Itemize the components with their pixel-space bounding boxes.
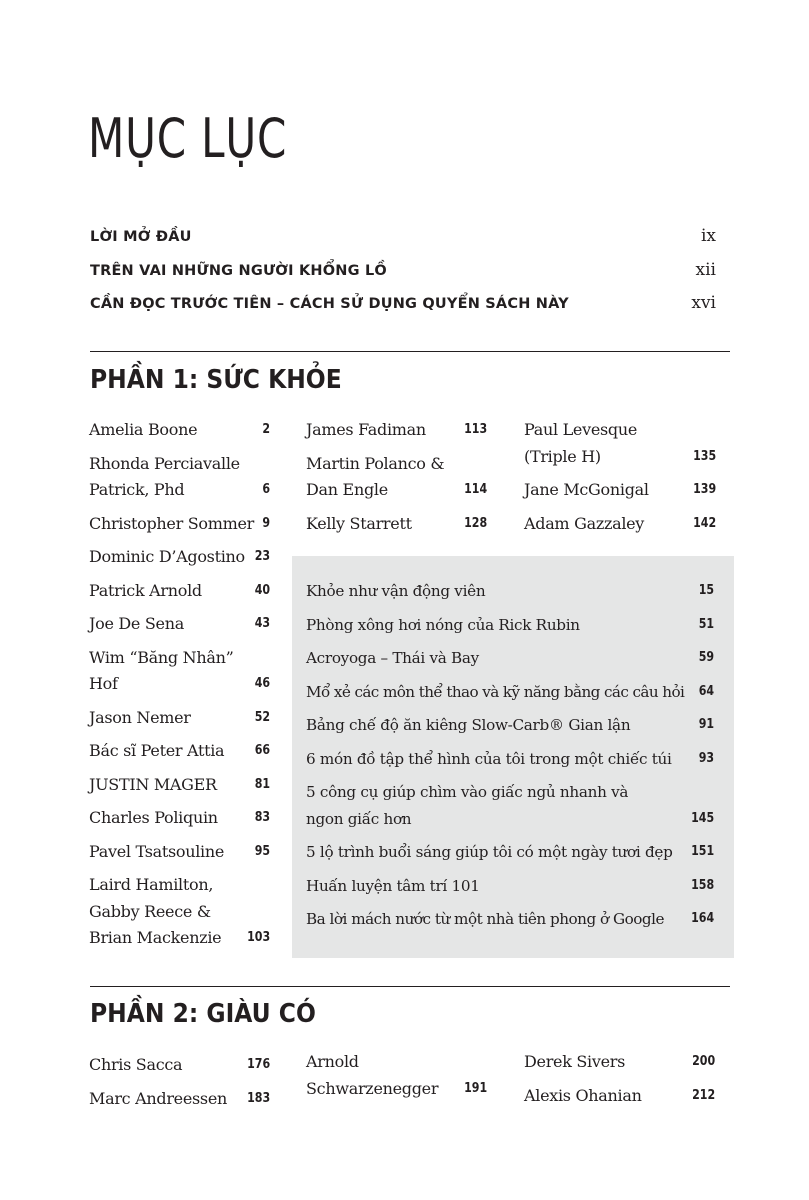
entry-page: 183: [246, 1090, 270, 1106]
entry-page: 15: [698, 583, 714, 598]
feature-entry[interactable]: [306, 679, 714, 706]
entry-page: 151: [690, 844, 714, 859]
entry-name: Mổ xẻ các môn thể thao và kỹ năng bằng các câu hỏi: [306, 682, 685, 701]
part-2-column-3: [524, 1049, 715, 1116]
entry-page: 145: [690, 810, 714, 826]
toc-entry[interactable]: [89, 417, 270, 444]
entry-page: 6: [262, 482, 270, 497]
toc-entry[interactable]: [89, 738, 270, 765]
part-2-column-2: [306, 1049, 487, 1109]
entry-name: Chris Sacca: [89, 1055, 183, 1074]
front-matter-label: CẦN ĐỌC TRƯỚC TIÊN – CÁCH SỬ DỤNG QUYỂN SÁCH NÀY: [90, 296, 569, 312]
part-1-title: PHẦN 1: SỨC KHỎE: [90, 365, 342, 395]
entry-name: Christopher Sommer: [89, 513, 254, 533]
part-2-title: PHẦN 2: GIÀU CÓ: [90, 999, 316, 1029]
feature-box: [292, 556, 734, 958]
feature-entry[interactable]: [306, 779, 714, 832]
entry-name: Adam Gazzaley: [524, 513, 645, 533]
entry-name: Ba lời mách nước từ một nhà tiên phong ở Google: [306, 910, 664, 928]
front-matter-page: xvi: [691, 293, 716, 313]
entry-page: 46: [254, 676, 270, 691]
page-title: MỤC LỤC: [88, 107, 288, 170]
entry-name: Pavel Tsatsouline: [89, 841, 225, 861]
entry-page: 43: [254, 616, 270, 631]
toc-entry[interactable]: [89, 451, 270, 504]
toc-entry[interactable]: [524, 477, 716, 504]
entry-page: 176: [246, 1057, 270, 1072]
entry-name: Jane McGonigal: [524, 480, 649, 499]
part-2-column-1: [89, 1052, 270, 1119]
entry-page: 2: [262, 422, 270, 437]
entry-page: 142: [692, 515, 716, 531]
entry-name: Amelia Boone: [89, 420, 198, 439]
entry-page: 81: [254, 776, 270, 792]
entry-name: 5 công cụ giúp chìm vào giấc ngủ nhanh và ngon giấc hơn: [306, 783, 629, 828]
entry-name: James Fadiman: [306, 420, 426, 439]
entry-name: Alexis Ohanian: [524, 1085, 642, 1105]
toc-entry[interactable]: [89, 645, 270, 698]
toc-entry[interactable]: [89, 544, 270, 571]
front-matter-label: LỜI MỞ ĐẦU: [90, 229, 192, 245]
entry-page: 191: [463, 1080, 487, 1096]
toc-entry[interactable]: [89, 705, 270, 732]
entry-page: 135: [692, 448, 716, 464]
entry-page: 212: [691, 1087, 715, 1103]
toc-entry[interactable]: [89, 511, 270, 538]
front-matter-page: xii: [695, 259, 716, 280]
entry-name: Rhonda Perciavalle Patrick, Phd: [89, 453, 240, 499]
entry-page: 66: [254, 743, 270, 758]
entry-name: 6 món đồ tập thể hình của tôi trong một chiếc túi: [306, 749, 672, 768]
toc-entry[interactable]: [89, 1052, 270, 1079]
toc-entry[interactable]: [89, 872, 270, 952]
section-divider: [90, 351, 730, 352]
entry-page: 95: [254, 843, 270, 859]
entry-name: Jason Nemer: [89, 707, 191, 727]
part-1-column-3: [524, 417, 716, 544]
entry-page: 64: [698, 683, 714, 699]
entry-page: 51: [698, 616, 714, 632]
entry-page: 83: [254, 810, 270, 825]
entry-page: 114: [463, 482, 487, 497]
part-1-column-2: [306, 417, 487, 544]
front-matter-item[interactable]: [90, 226, 716, 260]
entry-page: 113: [463, 422, 487, 437]
section-divider: [90, 986, 730, 987]
toc-entry[interactable]: [306, 511, 487, 538]
entry-name: Martin Polanco & Dan Engle: [306, 453, 445, 499]
front-matter-label: TRÊN VAI NHỮNG NGƯỜI KHỔNG LỒ: [90, 262, 387, 279]
entry-page: 128: [463, 515, 487, 531]
front-matter-list: [90, 226, 716, 327]
entry-name: 5 lộ trình buổi sáng giúp tôi có một ngày tươi đẹp: [306, 843, 673, 861]
entry-page: 158: [690, 877, 714, 893]
entry-name: Paul Levesque (Triple H): [524, 420, 638, 466]
entry-page: 93: [698, 750, 714, 766]
toc-entry[interactable]: [89, 772, 270, 799]
toc-entry[interactable]: [306, 451, 487, 504]
toc-entry[interactable]: [89, 611, 270, 638]
entry-page: 139: [692, 482, 716, 497]
entry-page: 9: [262, 515, 270, 531]
part-1-column-1: [89, 417, 270, 959]
entry-name: Wim “Băng Nhân” Hof: [89, 647, 234, 693]
entry-page: 103: [246, 930, 270, 945]
entry-page: 23: [254, 549, 270, 564]
entry-name: Acroyoga – Thái và Bay: [306, 649, 479, 667]
toc-entry[interactable]: [306, 417, 487, 444]
front-matter-item[interactable]: [90, 293, 716, 327]
toc-entry[interactable]: [524, 1049, 715, 1076]
toc-entry[interactable]: [89, 1086, 270, 1113]
front-matter-page: ix: [700, 226, 716, 246]
toc-entry[interactable]: [306, 1049, 487, 1102]
entry-page: 200: [691, 1054, 715, 1069]
toc-entry[interactable]: [524, 417, 716, 470]
toc-entry[interactable]: [89, 578, 270, 605]
entry-name: Khỏe như vận động viên: [306, 582, 486, 600]
toc-entry[interactable]: [89, 839, 270, 866]
entry-name: Derek Sivers: [524, 1052, 626, 1071]
entry-page: 91: [698, 717, 714, 732]
feature-entry[interactable]: [306, 746, 714, 773]
toc-entry[interactable]: [89, 805, 270, 832]
entry-name: JUSTIN MAGER: [89, 774, 217, 794]
feature-entry[interactable]: [306, 645, 714, 672]
entry-page: 164: [690, 911, 714, 926]
feature-entry[interactable]: [306, 712, 714, 739]
front-matter-item[interactable]: [90, 260, 716, 294]
toc-entry[interactable]: [524, 1083, 715, 1110]
entry-name: Joe De Sena: [89, 614, 184, 633]
entry-name: Phòng xông hơi nóng của Rick Rubin: [306, 615, 580, 634]
entry-name: Marc Andreessen: [89, 1088, 228, 1108]
entry-name: Patrick Arnold: [89, 580, 202, 600]
entry-page: 59: [698, 650, 714, 665]
feature-entry[interactable]: [306, 873, 714, 900]
entry-name: Laird Hamilton, Gabby Reece & Brian Mackenzie: [89, 875, 222, 947]
feature-entry[interactable]: [306, 612, 714, 639]
entry-name: Arnold Schwarzenegger: [306, 1052, 439, 1098]
entry-name: Bảng chế độ ăn kiêng Slow-Carb® Gian lận: [306, 716, 631, 734]
entry-name: Kelly Starrett: [306, 513, 412, 533]
feature-list: [306, 578, 714, 940]
entry-page: 40: [254, 582, 270, 598]
feature-entry[interactable]: [306, 839, 714, 866]
entry-name: Huấn luyện tâm trí 101: [306, 876, 480, 895]
entry-name: Dominic D’Agostino: [89, 547, 245, 566]
entry-name: Charles Poliquin: [89, 808, 218, 827]
entry-page: 52: [254, 709, 270, 725]
feature-entry[interactable]: [306, 906, 714, 933]
entry-name: Bác sĩ Peter Attia: [89, 741, 225, 760]
feature-entry[interactable]: [306, 578, 714, 605]
toc-entry[interactable]: [524, 511, 716, 538]
